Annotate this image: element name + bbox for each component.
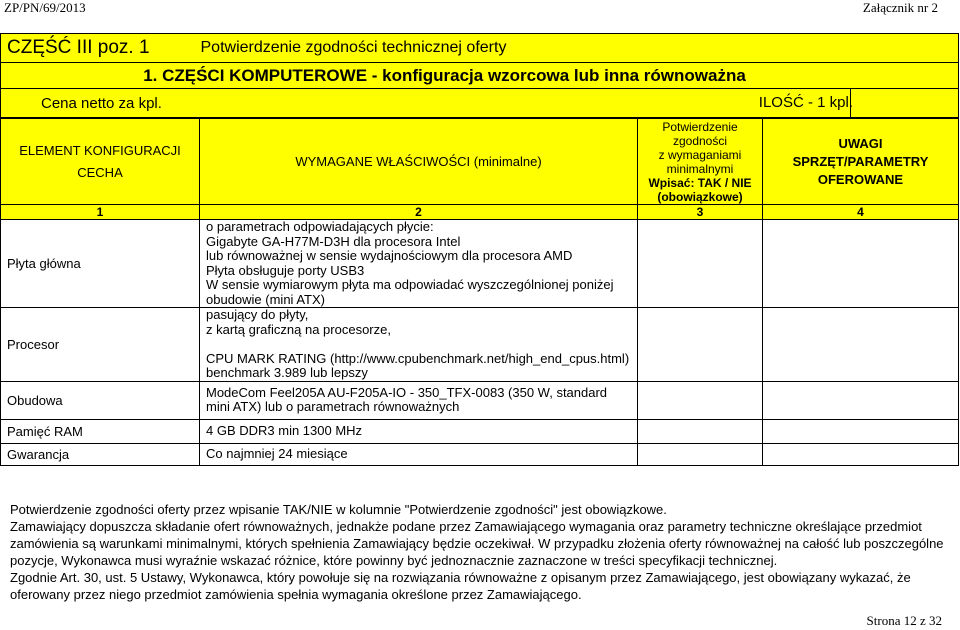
note-paragraph: Potwierdzenie zgodności oferty przez wpisanie TAK/NIE w kolumnie "Potwierdzenie zgodności" jest obowiązkowe. — [10, 502, 667, 517]
column-number: 2 — [200, 205, 638, 220]
remarks-cell[interactable] — [763, 308, 959, 382]
remarks-cell[interactable] — [763, 443, 959, 465]
spec-table — [0, 118, 959, 466]
column-number: 3 — [638, 205, 763, 220]
banner-table — [0, 33, 959, 118]
requirements-cell: 4 GB DDR3 min 1300 MHz — [200, 419, 638, 443]
part-label: CZĘŚĆ III poz. 1 — [1, 34, 201, 63]
element-label: Gwarancja — [1, 443, 200, 465]
subbanner-row — [1, 63, 959, 89]
col-requirements-header: WYMAGANE WŁAŚCIWOŚCI (minimalne) — [200, 119, 638, 205]
page-number: Strona 12 z 32 — [866, 613, 942, 628]
confirmation-cell[interactable] — [638, 381, 763, 419]
banner-subtitle: 1. CZĘŚCI KOMPUTEROWE - konfiguracja wzorcowa lub inna równoważna — [1, 63, 959, 89]
requirements-cell: pasujący do płyty, z kartą graficzną na procesorze, CPU MARK RATING (http://www.cpubenchmark.net/high_end_cpus.html) benchmark 3.989 lub lepszy — [200, 308, 638, 382]
confirmation-cell[interactable] — [638, 419, 763, 443]
column-numbers-row — [1, 205, 959, 220]
quantity-label: ILOŚĆ - 1 kpl. — [758, 94, 853, 111]
table-row — [1, 381, 959, 419]
table-row — [1, 443, 959, 465]
element-label: Procesor — [1, 308, 200, 382]
confirmation-cell[interactable] — [638, 308, 763, 382]
requirements-cell: ModeCom Feel205A AU-F205A-IO - 350_TFX-0083 (350 W, standard mini ATX) lub o parametrach równoważnych — [200, 381, 638, 419]
column-number: 1 — [1, 205, 200, 220]
header-row — [1, 119, 959, 205]
notes-section — [10, 501, 955, 603]
requirements-cell: o parametrach odpowiadających płycie: Gigabyte GA-H77M-D3H dla procesora Intel lub równoważnej w sensie wydajnościowym dla procesora AMD Płyta obsługuje porty USB3 W sensie wymiarowym płyta ma odpowiadać wyszczególnionej poniżej obudowie (mini ATX) — [200, 220, 638, 308]
banner-title: Potwierdzenie zgodności technicznej oferty — [201, 34, 851, 63]
remarks-cell[interactable] — [763, 419, 959, 443]
element-label: Obudowa — [1, 381, 200, 419]
table-row — [1, 419, 959, 443]
requirements-cell: Co najmniej 24 miesiące — [200, 443, 638, 465]
banner-row — [1, 34, 959, 63]
col-remarks-header: UWAGI SPRZĘT/PARAMETRY OFEROWANE — [763, 119, 959, 205]
document-reference: ZP/PN/69/2013 — [4, 0, 86, 15]
spec-sheet — [0, 33, 958, 466]
price-row — [1, 89, 959, 118]
attachment-number: Załącznik nr 2 — [862, 0, 938, 15]
note-paragraph: Zgodnie Art. 30, ust. 5 Ustawy, Wykonawca, który powołuje się na rozwiązania równoważne z opisanym przez Zamawiającego, jest obowiązany wykazać, że oferowany przez niego przedmiot zamówienia spełnia wymagania określone przez Zamawiającego. — [10, 570, 911, 602]
remarks-cell[interactable] — [763, 220, 959, 308]
note-paragraph: Zamawiający dopuszcza składanie ofert równoważnych, jednakże podane przez Zamawiającego wymagania oraz parametry techniczne określające przedmiot zamówienia są warunkami minimalnymi, których spełnienia Zamawiający będzie oczekiwał. W przypadku złożenia oferty równoważnej na całość lub poszczególne pozycje, Wykonawca musi wyraźnie wskazać różnice, które powinny być jednoznacznie zaznaczone w treści specyfikacji technicznej. — [10, 519, 944, 568]
table-row — [1, 220, 959, 308]
col-element-header: ELEMENT KONFIGURACJI CECHA — [1, 119, 200, 205]
element-label: Płyta główna — [1, 220, 200, 308]
element-label: Pamięć RAM — [1, 419, 200, 443]
remarks-cell[interactable] — [763, 381, 959, 419]
column-number: 4 — [763, 205, 959, 220]
confirmation-cell[interactable] — [638, 220, 763, 308]
price-label: Cena netto za kpl. — [1, 89, 851, 118]
table-row — [1, 308, 959, 382]
confirmation-cell[interactable] — [638, 443, 763, 465]
col-confirmation-header: Potwierdzenie zgodności z wymaganiami minimalnymi Wpisać: TAK / NIE (obowiązkowe) — [638, 119, 763, 205]
